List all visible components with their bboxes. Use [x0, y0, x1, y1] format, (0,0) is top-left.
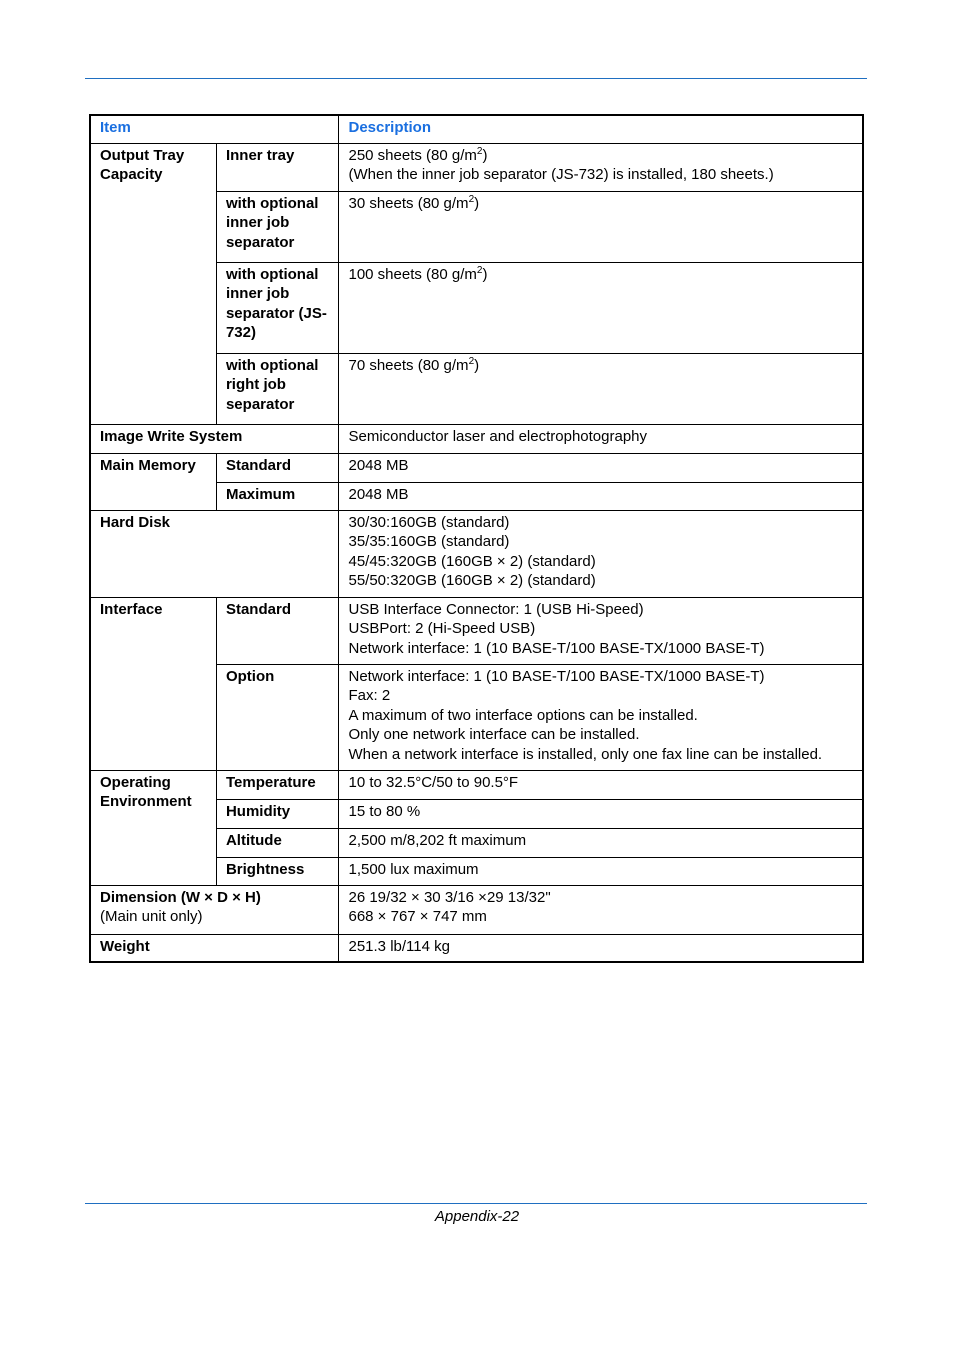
memory-maximum-label: Maximum [216, 482, 339, 510]
interface-label: Interface [90, 597, 216, 770]
weight-label: Weight [90, 934, 339, 962]
inner-separator-js732-label: with optional inner job separator (JS-732) [216, 262, 339, 353]
footer-rule [85, 1203, 867, 1204]
table-row [90, 885, 863, 934]
humidity-value: 15 to 80 % [339, 799, 863, 828]
table-row [90, 770, 863, 799]
altitude-value: 2,500 m/8,202 ft maximum [339, 828, 863, 857]
table-row [90, 143, 863, 191]
image-write-value: Semiconductor laser and electrophotography [339, 424, 863, 453]
hard-disk-label: Hard Disk [90, 510, 339, 597]
inner-tray-label: Inner tray [216, 143, 339, 191]
memory-standard-label: Standard [216, 453, 339, 482]
brightness-value: 1,500 lux maximum [339, 857, 863, 885]
hard-disk-value: 30/30:160GB (standard) 35/35:160GB (standard) 45/45:320GB (160GB × 2) (standard) 55/50:320GB (160GB × 2) (standard) [339, 510, 863, 597]
table-row [90, 453, 863, 482]
table-row [90, 424, 863, 453]
header-description: Description [339, 115, 863, 143]
main-memory-label: Main Memory [90, 453, 216, 510]
table-row [90, 934, 863, 962]
interface-option-value: Network interface: 1 (10 BASE-T/100 BASE-TX/1000 BASE-T) Fax: 2 A maximum of two interface options can be installed. Only one network interface can be installed. When a network interface is installed, only one fax line can be installed. [339, 664, 863, 770]
output-tray-label: Output Tray Capacity [90, 143, 216, 424]
interface-option-label: Option [216, 664, 339, 770]
page-number: Appendix-22 [434, 1208, 520, 1225]
dimension-label: Dimension (W × D × H) (Main unit only) [90, 885, 339, 934]
environment-label: Operating Environment [90, 770, 216, 885]
table-header-row [90, 115, 863, 143]
temperature-value: 10 to 32.5°C/50 to 90.5°F [339, 770, 863, 799]
inner-separator-value: 30 sheets (80 $g/m^2$) [339, 191, 863, 262]
altitude-label: Altitude [216, 828, 339, 857]
interface-standard-label: Standard [216, 597, 339, 664]
memory-maximum-value: 2048 MB [339, 482, 863, 510]
right-separator-label: with optional right job separator [216, 353, 339, 424]
inner-tray-value: 250 sheets (80 $g/m^2$) (When the inner job separator (JS-732) is installed, 180 sheets.) [339, 143, 863, 191]
table-row [90, 510, 863, 597]
brightness-label: Brightness [216, 857, 339, 885]
image-write-label: Image Write System [90, 424, 339, 453]
table-row [90, 597, 863, 664]
inner-separator-label: with optional inner job separator [216, 191, 339, 262]
temperature-label: Temperature [216, 770, 339, 799]
header-rule [85, 78, 867, 79]
header-item: Item [90, 115, 339, 143]
specifications-table [89, 114, 864, 963]
right-separator-value: 70 sheets (80 $g/m^2$) [339, 353, 863, 424]
weight-value: 251.3 lb/114 kg [339, 934, 863, 962]
humidity-label: Humidity [216, 799, 339, 828]
memory-standard-value: 2048 MB [339, 453, 863, 482]
dimension-value: 26 19/32 × 30 3/16 ×29 13/32" 668 × 767 × 747 mm [339, 885, 863, 934]
interface-standard-value: USB Interface Connector: 1 (USB Hi-Speed) USBPort: 2 (Hi-Speed USB) Network interface: 1 (10 BASE-T/100 BASE-TX/1000 BASE-T) [339, 597, 863, 664]
inner-separator-js732-value: 100 sheets (80 $g/m^2$) [339, 262, 863, 353]
